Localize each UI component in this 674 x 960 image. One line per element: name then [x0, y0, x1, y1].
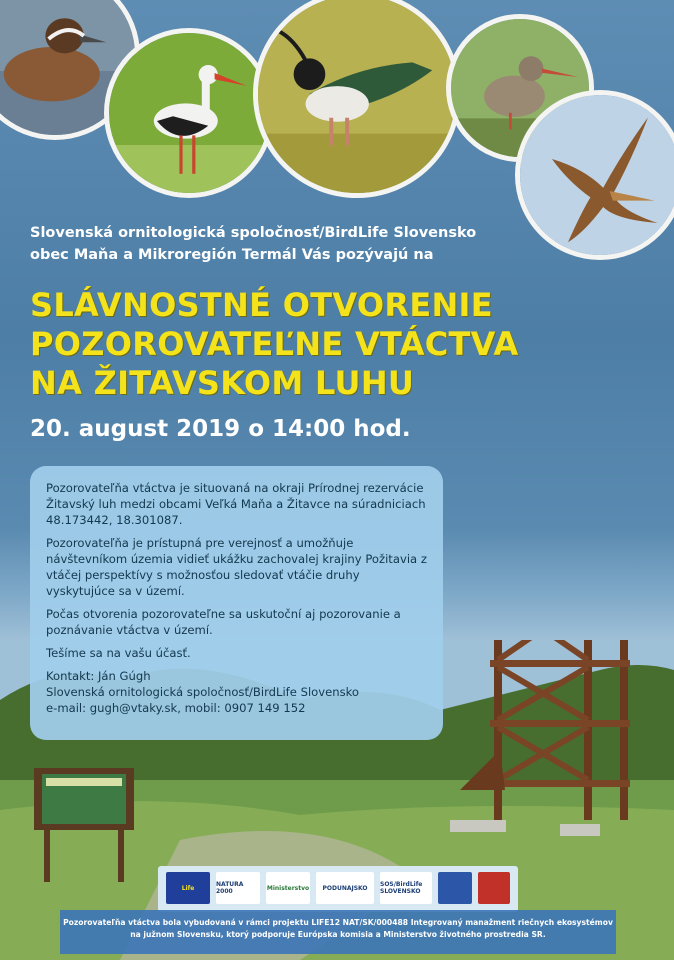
info-activity: Počas otvorenia pozorovateľne sa uskutoční aj pozorovanie a poznávanie vtáctva v území. [46, 607, 401, 637]
municipality-crest-icon [438, 872, 472, 904]
birdlife-logo [380, 872, 432, 904]
contact-details: e-mail: gugh@vtaky.sk, mobil: 0907 149 152 [46, 701, 306, 715]
intro-line-1: Slovenská ornitologická spoločnosť/BirdLife Slovensko [30, 225, 477, 241]
stork-photo [104, 28, 274, 198]
natura-logo [216, 872, 260, 904]
lapwing-photo [253, 0, 461, 198]
info-location: Pozorovateľňa vtáctva je situovaná na okraji Prírodnej rezervácie Žitavský luh medzi obcami Veľká Maňa a Žitavce na súradniciach 48.173442, 18.301087. [46, 481, 426, 527]
project-footer [60, 910, 616, 954]
organizers-intro [30, 222, 476, 266]
ministry-logo-text: Ministerstvo [266, 884, 310, 892]
region-crest-icon [478, 872, 510, 904]
info-box [30, 466, 443, 740]
intro-line-2: obec Maňa a Mikroregión Termál Vás pozývajú na [30, 247, 434, 263]
contact-name: Kontakt: Ján Gúgh [46, 669, 151, 683]
footer-line-1: Pozorovateľňa vtáctva bola vybudovaná v rámci projektu LIFE12 NAT/SK/000488 Integrovaný manažment riečnych ekosystémov [63, 918, 613, 927]
natura-logo-text: NATURA 2000 [216, 881, 244, 895]
life-logo-text: Life [181, 884, 195, 892]
partner-logos [158, 866, 518, 912]
kite-photo [515, 90, 674, 260]
event-date: 20. august 2019 o 14:00 hod. [30, 416, 411, 442]
birdlife-logo-text: SOS/BirdLife SLOVENSKO [380, 881, 423, 895]
title-line-2: POZOROVATEĽNE VTÁCTVA [30, 325, 519, 363]
life-logo [166, 872, 210, 904]
podunajsko-logo-text: PODUNAJSKO [322, 884, 368, 892]
title-line-1: SLÁVNOSTNÉ OTVORENIE [30, 286, 493, 324]
event-title [30, 286, 519, 403]
title-line-3: NA ŽITAVSKOM LUHU [30, 364, 415, 402]
podunajsko-logo [316, 872, 374, 904]
info-welcome: Tešíme sa na vašu účasť. [46, 646, 191, 660]
ministry-logo [266, 872, 310, 904]
info-access: Pozorovateľňa je prístupná pre verejnosť a umožňuje návštevníkom územia vidieť ukážku zachovalej krajiny Požitavia z vtáčej perspektívy s možnosťou sledovať vtáčie druhy vyskytujúce sa v území. [46, 536, 427, 598]
contact-organization: Slovenská ornitologická spoločnosť/BirdLife Slovensko [46, 685, 360, 699]
footer-line-2: na južnom Slovensku, ktorý podporuje Európska komisia a Ministerstvo životného prostredia SR. [130, 930, 546, 939]
